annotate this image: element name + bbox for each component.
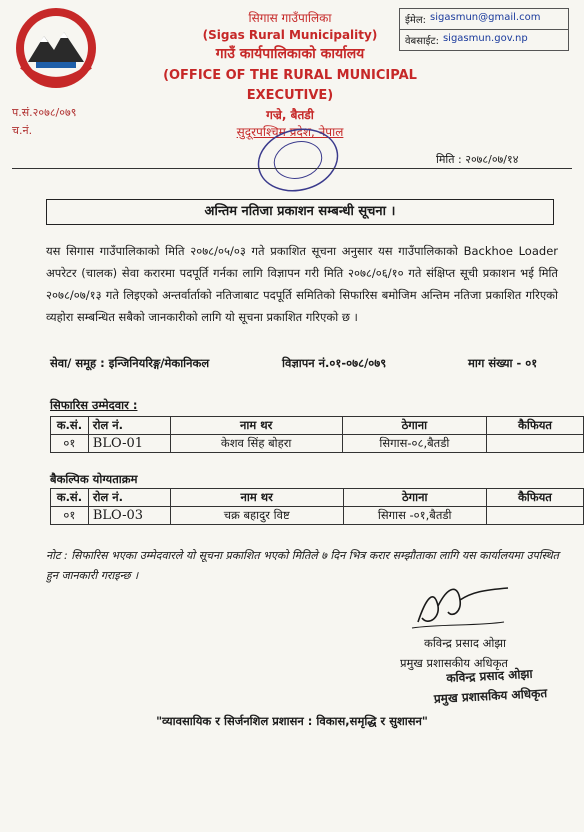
contact-website-row xyxy=(400,29,568,50)
table-row xyxy=(51,435,584,453)
patra-sankhya: प.सं.२०७८/०७९ xyxy=(12,106,77,119)
email-link[interactable]: sigasmun@gmail.com xyxy=(430,12,541,23)
cell-name: केशव सिंह बोहरा xyxy=(170,435,342,453)
col-sn: क.सं. xyxy=(51,417,89,435)
office-stamp xyxy=(256,128,340,192)
municipality-name-en: (Sigas Rural Municipality) xyxy=(202,28,378,42)
chalani-number: च.नं. xyxy=(12,124,33,137)
website-link[interactable]: sigasmun.gov.np xyxy=(442,33,528,44)
stamp-title: प्रमुख प्रशासकिय अधिकृत xyxy=(433,686,548,706)
office-name-np: गाउँ कार्यपालिकाको कार्यालय xyxy=(215,46,365,62)
cell-sn: ०१ xyxy=(51,507,89,525)
stamp-name: कविन्द्र प्रसाद ओझा xyxy=(446,666,533,686)
cell-name: चक्र बहादुर विष्ट xyxy=(170,507,343,525)
table-header-row xyxy=(51,489,584,507)
signatory-name: कविन्द्र प्रसाद ओझा xyxy=(424,636,507,650)
col-roll: रोल नं. xyxy=(88,417,170,435)
demand-count: माग संख्या - ०१ xyxy=(468,356,538,370)
notice-subject: अन्तिम नतिजा प्रकाशन सम्बन्धी सूचना । xyxy=(46,199,554,225)
office-slogan: "व्यावसायिक र सिर्जनशिल प्रशासन : विकास,समृद्धि र सुशासन" xyxy=(156,714,428,728)
recommended-table xyxy=(50,416,584,453)
cell-roll: BLO-01 xyxy=(88,435,170,453)
municipality-name-np: सिगास गाउँपालिका xyxy=(248,11,332,25)
signatory-stamp xyxy=(409,662,571,710)
alternate-table xyxy=(50,488,584,525)
cell-remarks xyxy=(487,435,584,453)
cell-sn: ०१ xyxy=(51,435,89,453)
alternate-title: बैकल्पिक योग्यताक्रम xyxy=(50,472,138,486)
col-sn: क.सं. xyxy=(51,489,89,507)
office-location: गज्रे, बैतडी xyxy=(266,108,314,122)
contact-box xyxy=(399,8,569,51)
office-province: सुदूरपश्चिम प्रदेश, नेपाल xyxy=(236,125,344,139)
cell-address: सिगास -०१,बैतडी xyxy=(343,507,486,525)
municipality-logo xyxy=(14,6,98,90)
email-label: ईमेल: xyxy=(405,15,427,26)
col-address: ठेगाना xyxy=(343,489,486,507)
reference-block xyxy=(12,104,76,140)
table-header-row xyxy=(51,417,584,435)
col-name: नाम थर xyxy=(170,417,342,435)
cell-roll: BLO-03 xyxy=(88,507,170,525)
col-remarks: कैफियत xyxy=(487,417,584,435)
recommended-title: सिफारिस उम्मेदवार : xyxy=(50,398,138,412)
col-name: नाम थर xyxy=(170,489,343,507)
office-name-en: (OFFICE OF THE RURAL MUNICIPAL EXECUTIVE) xyxy=(163,68,417,103)
cell-remarks xyxy=(486,507,583,525)
notice-body: यस सिगास गाउँपालिकाको मिति २०७८/०५/०३ गते प्रकाशित सूचना अनुसार यस गाउँपालिकाको Backhoe Loader अपरेटर (चालक) सेवा करारमा पदपूर्ति गर्नका लागि विज्ञापन गरी मिति २०७८/०६/१० गते संक्षिप्त सूची प्रकाशन भई मिति २०७८/०७/१३ गते लिइएको अन्तर्वार्ताको नतिजाबाट पदपूर्ति समितिको सिफारिस बमोजिम अन्तिम नतिजा प्रकाशित गरिएको व्यहोरा सम्बन्धित सबैको जानकारीको लागि यो सूचना प्रकाशित गरिएको छ । xyxy=(46,244,558,324)
service-group: सेवा/ समूह : इन्जिनियरिङ्ग/मेकानिकल xyxy=(50,356,210,370)
advertisement-number: विज्ञापन नं.०१-०७८/०७९ xyxy=(282,356,387,370)
col-address: ठेगाना xyxy=(342,417,486,435)
contact-email-row xyxy=(400,9,568,29)
website-label: वेबसाईट: xyxy=(405,36,439,47)
notice-note: नोट : सिफारिस भएका उम्मेदवारले यो सूचना प्रकाशित भएको मितिले ७ दिन भित्र करार सम्झौताका लागि यस कार्यालयमा उपस्थित हुन जानकारी गराइन्छ । xyxy=(46,549,559,582)
table-row xyxy=(51,507,584,525)
col-remarks: कैफियत xyxy=(486,489,583,507)
col-roll: रोल नं. xyxy=(88,489,170,507)
header-divider xyxy=(12,168,572,169)
cell-address: सिगास-०८,बैतडी xyxy=(342,435,486,453)
notice-date: मिति : २०७८/०७/१४ xyxy=(436,153,519,166)
handwritten-signature xyxy=(408,578,518,634)
signatory-title: प्रमुख प्रशासकीय अधिकृत xyxy=(400,656,508,670)
